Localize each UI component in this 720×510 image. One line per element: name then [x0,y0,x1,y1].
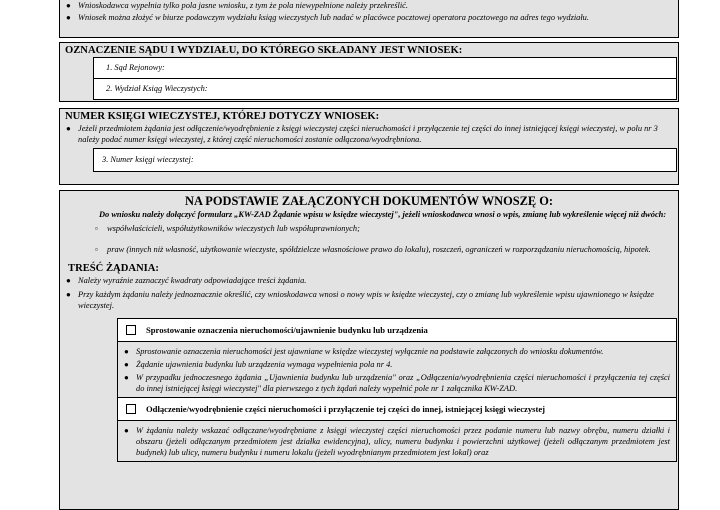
option-separation-header[interactable]: Odłączenie/wyodrębnienie części nieruchomości i przyłączenie tej części do innej, istniejącej księgi wieczystej [118,397,676,421]
request-intro: Do wniosku należy dołączyć formularz „KW-ZAD Żądanie wpisu w księdze wieczystej", jeżeli wnioskodawca wnosi o wpis, zmianę lub wykreślenie więcej niż dwóch: [99,210,667,219]
checkbox-correction[interactable] [126,325,136,335]
district-court-field[interactable]: 1. Sąd Rejonowy: [106,63,165,72]
bullet-icon: ● [66,124,71,133]
content-note: ● Przy każdym żądaniu należy jednoznacznie określić, czy wnioskodawca wnosi o nowy wpis w księdze wieczystej, czy o zmianę lub wykreślenie wpisu ujawnionego w księdze wieczystej. [66,290,655,310]
request-item: ▫ współwłaścicieli, współużytkowników wieczystych lub współuprawnionych; [95,224,360,233]
request-title: NA PODSTAWIE ZAŁĄCZONYCH DOKUMENTÓW WNOSZĘ O: [185,194,553,208]
checkbox-separation[interactable] [126,404,136,414]
bullet-icon: ● [124,373,129,382]
bullet-icon: ● [66,1,71,10]
book-heading: NUMER KSIĘGI WIECZYSTEJ, KTÓREJ DOTYCZY WNIOSEK: [65,111,380,122]
option-separation-notes [118,421,676,461]
bullet-icon: ● [124,426,129,435]
option-note: ● W żądaniu należy wskazać odłączane/wyodrębniane z księgi wieczystej części nieruchomości przez podanie numeru lub nazwy obrębu, numeru działki i obszaru (jeżeli odłączanym przedmiotem jest działka ewidencyjna), ulicy, numeru budynku i powierzchni użytkowej (jeżeli odłączanym przedmiotem jest budynek) lub ulicy, numeru budynku i numeru lokalu (jeżeli wyodrębnianym przedmiotem jest lokal) oraz [124,426,670,457]
option-correction-notes [118,342,676,397]
option-note: ● Żądanie ujawnienia budynku lub urządzenia wymaga wypełnienia pola nr 4. [124,360,393,369]
instruction-item: ● Wnioskodawca wypełnia tylko pola jasne wniosku, z tym że pola niewypełnione należy przekreślić. [66,1,408,10]
instruction-item: ● Wniosek można złożyć w biurze podawczym wydziału ksiąg wieczystych lub nadać w placówce pocztowej operatora pocztowego na adres tego wydziału. [66,13,589,22]
bullet-icon: ● [124,347,129,356]
book-number-field[interactable]: 3. Numer księgi wieczystej: [102,155,194,164]
court-fields [93,57,677,100]
request-section [59,190,679,510]
option-correction-header[interactable]: Sprostowanie oznaczenia nieruchomości/ujawnienie budynku lub urządzenia [118,319,676,342]
bullet-icon: ● [66,276,71,285]
bullet-icon: ● [124,360,129,369]
land-register-department-field[interactable]: 2. Wydział Ksiąg Wieczystych: [94,78,676,99]
content-note: ● Należy wyraźnie zaznaczyć kwadraty odpowiadające treści żądania. [66,276,307,285]
option-note: ● Sprostowanie oznaczenia nieruchomości jest ujawniane w księdze wieczystej wyłącznie na podstawie załączonych do wniosku dokumentów. [124,347,604,356]
option-note: ● W przypadku jednoczesnego żądania „Ujawnienia budynku lub urządzenia" oraz „Odłączenia/wyodrębnienia części nieruchomości i przyłączenia tej części do innej istniejącej księgi wieczystej" dla pierwszego z tych żądań należy wypełnić pole nr 1 załącznika KW-ZAD. [124,373,670,393]
instructions-box [59,0,679,38]
bullet-icon: ● [66,13,71,22]
square-bullet-icon: ▫ [95,224,98,233]
book-number-field-box [93,148,677,172]
square-bullet-icon: ▫ [95,245,98,254]
court-section [59,42,679,102]
request-item: ▫ praw (innych niż własność, użytkowanie wieczyste, spółdzielcze własnościowe prawo do lokalu), roszczeń, ograniczeń w rozporządzaniu nieruchomością, hipotek. [95,245,651,254]
content-heading: TREŚĆ ŻĄDANIA: [68,263,159,274]
book-note: ● Jeżeli przedmiotem żądania jest odłączenie/wyodrębnienie z księgi wieczystej części nieruchomości i przyłączenie tej części do innej istniejącej księgi wieczystej, w polu nr 3 należy podać numer księgi wieczystej, z której część nieruchomości zostanie odłączona/wyodrębniona. [66,124,658,144]
book-number-section [59,108,679,185]
bullet-icon: ● [66,290,71,299]
court-heading: OZNACZENIE SĄDU I WYDZIAŁU, DO KTÓREGO SKŁADANY JEST WNIOSEK: [65,45,463,56]
option-correction [117,318,677,462]
